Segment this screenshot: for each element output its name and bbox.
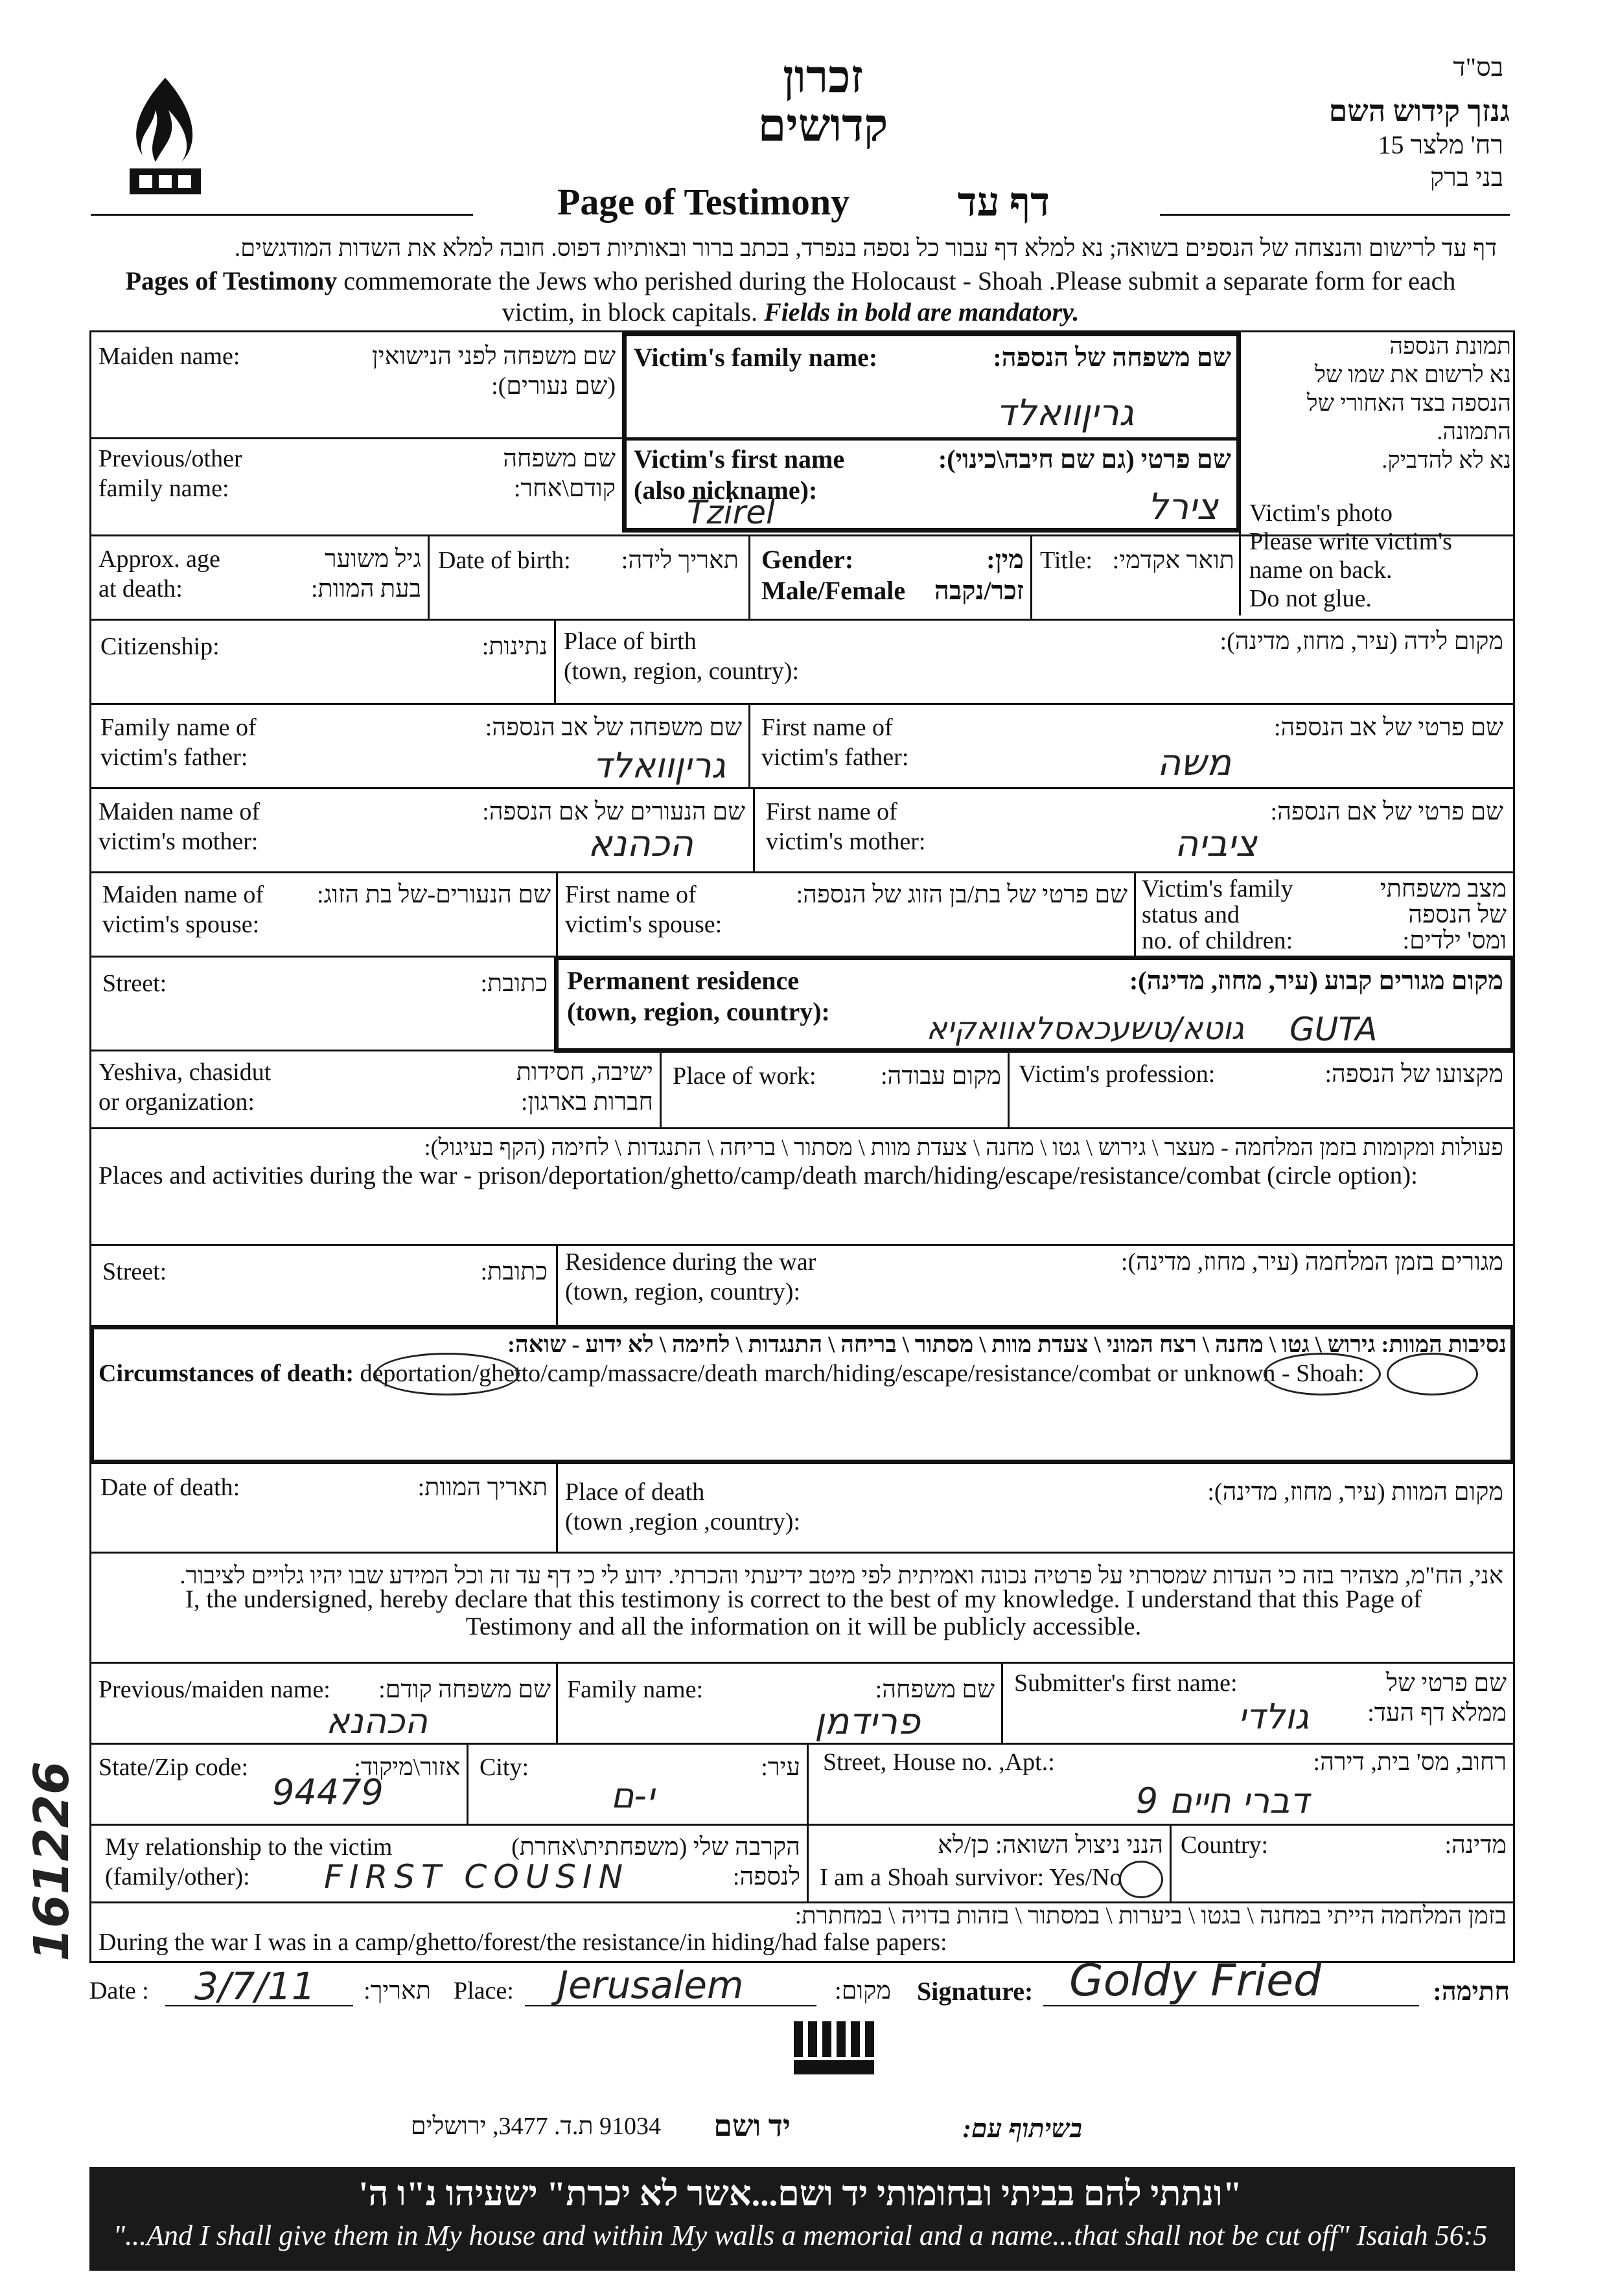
mother-maiden-en-line1: Maiden name of bbox=[98, 798, 260, 825]
page-title-he: דף עד bbox=[957, 181, 1050, 225]
divider-sub-relation bbox=[807, 1824, 809, 1901]
place-underline bbox=[525, 2005, 816, 2006]
date-underline bbox=[165, 2005, 353, 2006]
father-family-en-line2: victim's father: bbox=[100, 744, 248, 771]
victim-family-name-label: Victim's family name: bbox=[634, 343, 878, 372]
shoah-circle bbox=[1387, 1353, 1478, 1395]
prev-family-en-line1: Previous/other bbox=[98, 445, 242, 472]
archive-name: גנזך קידוש השם bbox=[1328, 95, 1510, 128]
during-war-label-he: בזמן המלחמה הייתי במחנה \ בגטו \ ביערות \ במסתור \ בזהות בדויה \ במחתרת: bbox=[794, 1903, 1507, 1929]
places-during-war-label-he: פעולות ומקומות בזמן המלחמה - מעצר \ גירוש \ גטו \ מחנה \ צעדת מוות \ מסתור \ בריחה \ התנגדות \ לחימה (הקף בעיגול): bbox=[424, 1134, 1503, 1160]
maiden-name-he-line2: (שם נעורים): bbox=[491, 373, 616, 400]
declaration-en bbox=[97, 1586, 1510, 1640]
submitter-first-he-line1: שם פרטי של bbox=[1386, 1670, 1507, 1697]
intro-english-mandatory: Fields in bold are mandatory. bbox=[764, 297, 1080, 327]
maiden-name-label: Maiden name: bbox=[98, 343, 240, 370]
survivor-no-circle bbox=[1119, 1861, 1163, 1898]
mother-maiden-name-label bbox=[98, 797, 260, 856]
zip-code-value[interactable]: 94479 bbox=[272, 1772, 384, 1813]
place-of-birth-label bbox=[564, 626, 799, 686]
declaration-en-line1: I, the undersigned, hereby declare that this testimony is correct to the best of my knowledge. I understand that this Page of bbox=[185, 1585, 1422, 1613]
submitter-family-name-label-he: שם משפחה: bbox=[875, 1676, 995, 1703]
header-rule-left bbox=[91, 214, 473, 216]
divider-dob bbox=[748, 534, 750, 619]
war-residence-label bbox=[565, 1247, 816, 1307]
relationship-en-line2: (family/other): bbox=[105, 1863, 250, 1890]
title-label-he: תואר אקדמי: bbox=[1112, 547, 1234, 574]
submitter-street-label-he: רחוב, מס' בית, דירה: bbox=[1313, 1749, 1507, 1776]
partnership-label: בשיתוף עם: bbox=[962, 2114, 1082, 2143]
relationship-value[interactable]: FIRST COUSIN bbox=[324, 1858, 630, 1896]
intro-english-line2: victim, in block capitals. bbox=[502, 297, 765, 327]
divider-row3 bbox=[89, 619, 1515, 621]
mother-maiden-name-label-he: שם הנעורים של אם הנספה: bbox=[482, 798, 745, 825]
circumstances-options: deportation/ghetto/camp/massacre/death march/hiding/escape/resistance/combat or unknown - Shoah: bbox=[354, 1360, 1365, 1387]
father-first-name-label-he: שם פרטי של אב הנספה: bbox=[1273, 714, 1503, 741]
signature-underline bbox=[1043, 2005, 1419, 2006]
war-street-label-he: כתובת: bbox=[480, 1258, 548, 1285]
divider-age bbox=[428, 534, 430, 619]
divider-sub2 bbox=[89, 1824, 1515, 1826]
submitter-first-name-label-he bbox=[1348, 1668, 1507, 1728]
city-value[interactable]: י-ם bbox=[610, 1775, 654, 1816]
divider-sub-family bbox=[1001, 1662, 1003, 1743]
father-first-name-label bbox=[761, 713, 908, 772]
father-family-name-value[interactable]: גריןוואלד bbox=[592, 745, 726, 786]
dob-label: Date of birth: bbox=[438, 547, 571, 574]
bsd-mark: בס"ד bbox=[1453, 52, 1503, 82]
pod-en-line2: (town ,region ,country): bbox=[565, 1508, 801, 1535]
divider-row10 bbox=[89, 1244, 1515, 1246]
father-family-en-line1: Family name of bbox=[100, 714, 257, 741]
survivor-label: I am a Shoah survivor: Yes/No bbox=[820, 1864, 1122, 1891]
first-name-en-line2: (also nickname): bbox=[634, 476, 818, 505]
place-value[interactable]: Jerusalem bbox=[557, 1963, 744, 2007]
victim-first-name-value-en[interactable]: Tzirel bbox=[687, 494, 775, 531]
prev-family-he-line1: שם משפחה bbox=[503, 445, 616, 472]
mother-maiden-name-value[interactable]: הכהנא bbox=[588, 823, 693, 865]
divider-row4 bbox=[89, 703, 1515, 705]
mother-first-name-value[interactable]: ציביה bbox=[1174, 823, 1257, 865]
photo-he-line2: נא לרשום את שמו של bbox=[1315, 362, 1511, 387]
mother-maiden-en-line2: victim's mother: bbox=[98, 828, 259, 855]
during-war-label: During the war I was in a camp/ghetto/forest/the resistance/in hiding/had false papers: bbox=[98, 1929, 947, 1956]
divider-row5 bbox=[89, 787, 1515, 789]
submitter-prev-name-value[interactable]: הכהנא bbox=[326, 1701, 428, 1741]
spouse-first-name-label-he: שם פרטי של בת/בן הזוג של הנספה: bbox=[796, 881, 1127, 908]
divider-yeshiva bbox=[660, 1050, 662, 1127]
family-status-he-line1: מצב משפחתי bbox=[1380, 875, 1507, 902]
family-status-en-line2: status and bbox=[1142, 901, 1240, 928]
relationship-en-line1: My relationship to the victim bbox=[105, 1833, 393, 1861]
spouse-maiden-name-label-he: שם הנעורים-של בת הזוג: bbox=[317, 881, 551, 908]
place-of-birth-label-he: מקום לידה (עיר, מחוז, מדינה): bbox=[1220, 628, 1503, 655]
divider-sub-survivor bbox=[1170, 1824, 1172, 1901]
deportation-circle bbox=[375, 1353, 520, 1395]
spouse-first-name-label bbox=[565, 880, 722, 939]
citizenship-label: Citizenship: bbox=[100, 633, 220, 660]
gender-en-line1: Gender: bbox=[761, 545, 854, 574]
spouse-maiden-en-line2: victim's spouse: bbox=[102, 911, 260, 938]
zip-code-label: State/Zip code: bbox=[98, 1754, 249, 1781]
perm-res-en-line2: (town, region, country): bbox=[567, 997, 830, 1026]
yeshiva-he-line2: חברות בארגון: bbox=[520, 1088, 653, 1116]
submitter-prev-name-label-he: שם משפחה קודם: bbox=[378, 1676, 551, 1703]
country-label-he: מדינה: bbox=[1444, 1831, 1507, 1859]
circumstances-label-he: נסיבות המוות: גירוש \ גטו \ מחנה \ רצח המוני \ צעדת מוות \ מסתור \ בריחה \ התנגדות \ לחימה \ לא ידוע - שואה: bbox=[507, 1331, 1507, 1357]
photo-he-line3: הנספה בצד האחורי של bbox=[1306, 390, 1511, 416]
city-label: City: bbox=[480, 1754, 529, 1781]
spouse-maiden-en-line1: Maiden name of bbox=[102, 881, 264, 908]
maiden-name-label-he bbox=[363, 341, 616, 401]
photo-en-line4: Do not glue. bbox=[1249, 585, 1372, 612]
photo-en-line3: name on back. bbox=[1249, 557, 1393, 584]
permanent-residence-label-he: מקום מגורים קבוע (עיר, מחוז, מדינה): bbox=[1129, 966, 1503, 995]
intro-english-line1: commemorate the Jews who perished during the Holocaust - Shoah .Please submit a separate form for each bbox=[337, 266, 1456, 295]
victim-family-name-label-he: שם משפחה של הנספה: bbox=[993, 343, 1231, 372]
kedoshim-heading: קדושים bbox=[757, 101, 888, 151]
date-label: Date : bbox=[89, 1977, 149, 2004]
age-en-line2: at death: bbox=[98, 575, 183, 603]
dob-label-he: תאריך לידה: bbox=[621, 547, 739, 574]
profession-label-he: מקצועו של הנספה: bbox=[1324, 1061, 1503, 1088]
divider-row6 bbox=[89, 871, 1515, 873]
place-of-death-label bbox=[565, 1477, 800, 1537]
yeshiva-en-line2: or organization: bbox=[98, 1088, 255, 1116]
father-first-en-line2: victim's father: bbox=[761, 744, 909, 771]
mother-first-en-line1: First name of bbox=[766, 798, 897, 825]
country-label: Country: bbox=[1181, 1831, 1269, 1859]
citizenship-label-he: נתינות: bbox=[481, 633, 548, 660]
age-he-line2: בעת המוות: bbox=[310, 575, 421, 603]
permanent-residence-value-en[interactable]: GUTA bbox=[1289, 1011, 1378, 1048]
divider-sub-prevname bbox=[556, 1662, 558, 1743]
photo-instructions-he bbox=[1244, 332, 1511, 474]
declaration-en-line2: Testimony and all the information on it will be publicly accessible. bbox=[465, 1613, 1142, 1640]
gender-en-line2: Male/Female bbox=[761, 576, 906, 605]
pob-en-line2: (town, region, country): bbox=[564, 658, 800, 685]
prev-family-he-line2: קודם\אחר: bbox=[513, 475, 616, 502]
divider-gender bbox=[1030, 534, 1032, 619]
spouse-first-en-line1: First name of bbox=[565, 881, 697, 908]
signature-label: Signature: bbox=[917, 1977, 1034, 2006]
divider-work bbox=[1008, 1050, 1010, 1127]
submitter-family-name-value[interactable]: פרידמן bbox=[815, 1701, 920, 1743]
mother-first-en-line2: victim's mother: bbox=[766, 828, 926, 855]
mother-first-name-label-he: שם פרטי של אם הנספה: bbox=[1270, 798, 1503, 825]
street-label: Street: bbox=[102, 970, 167, 997]
street-label-he: כתובת: bbox=[480, 970, 548, 997]
submitter-first-name-value[interactable]: גולדי bbox=[1238, 1696, 1309, 1737]
submitter-street-label: Street, House no. ,Apt.: bbox=[823, 1749, 1055, 1776]
declaration-he: אני, הח"מ, מצהיר בזה כי העדות שמסרתי על פרטיה נכונה ואמיתית לפי מיטב ידיעתי והכרתי. ידוע לי כי דף עד זה וכל המידע שבו יהיו גלויים לציבור. bbox=[179, 1563, 1503, 1589]
family-status-label-he bbox=[1361, 876, 1507, 954]
header-rule-right bbox=[1160, 214, 1510, 216]
war-residence-label-he: מגורים בזמן המלחמה (עיר, מחוז, מדינה): bbox=[1120, 1248, 1503, 1276]
divider-sub1 bbox=[89, 1743, 1515, 1745]
gender-label bbox=[761, 544, 905, 606]
pob-en-line1: Place of birth bbox=[564, 628, 697, 655]
intro-english bbox=[78, 266, 1503, 328]
intro-hebrew: דף עד לרישום והנצחה של הנספים בשואה; נא למלא דף עבור כל נספה בנפרד, בכתב ברור ובאותיות דפוס. חובה למלא את השדות המודגשים. bbox=[234, 235, 1497, 262]
war-street-label: Street: bbox=[102, 1258, 167, 1285]
divider-war-street bbox=[556, 1244, 558, 1325]
date-of-death-label-he: תאריך המוות: bbox=[417, 1474, 548, 1501]
intro-english-bold: Pages of Testimony bbox=[125, 266, 338, 295]
yad-vashem-name: יד ושם bbox=[713, 2109, 791, 2142]
divider-row9 bbox=[89, 1127, 1515, 1129]
photo-he-line4: התמונה. bbox=[1437, 419, 1511, 444]
relationship-label-he: הקרבה שלי (משפחתית\אחרת) לנספה: bbox=[511, 1833, 800, 1890]
permanent-residence-label bbox=[567, 965, 830, 1027]
date-of-death-label: Date of death: bbox=[100, 1474, 240, 1501]
age-label bbox=[98, 544, 220, 604]
perm-res-en-line1: Permanent residence bbox=[567, 966, 800, 995]
father-first-name-value[interactable]: משה bbox=[1157, 742, 1231, 784]
yeshiva-label bbox=[98, 1057, 271, 1117]
photo-en-line1: Victim's photo bbox=[1249, 499, 1393, 527]
divider-spouse bbox=[556, 871, 558, 956]
circumstances-label-bold: Circumstances of death: bbox=[98, 1360, 354, 1387]
divider-row13 bbox=[89, 1552, 1515, 1554]
prev-family-en-line2: family name: bbox=[98, 475, 229, 502]
date-value[interactable]: 3/7/11 bbox=[194, 1964, 316, 2008]
first-name-en-line1: Victim's first name bbox=[634, 444, 845, 474]
father-family-name-label-he: שם משפחה של אב הנספה: bbox=[485, 714, 742, 741]
victim-family-name-value[interactable]: גריןוואלד bbox=[996, 392, 1134, 434]
family-status-en-line1: Victim's family bbox=[1142, 875, 1293, 902]
age-label-he bbox=[272, 544, 421, 604]
divider-father bbox=[748, 703, 750, 787]
divider-family-status bbox=[1134, 871, 1136, 956]
unknown-circle bbox=[1264, 1353, 1381, 1395]
photo-he-line1: תמונת הנספה bbox=[1389, 333, 1511, 359]
divider-mother bbox=[753, 787, 755, 871]
yeshiva-en-line1: Yeshiva, chasidut bbox=[98, 1059, 272, 1086]
yeshiva-he-line1: ישיבה, חסידות bbox=[516, 1059, 653, 1086]
place-of-work-label-he: מקום עבודה: bbox=[880, 1062, 1001, 1090]
maiden-name-he-line1: שם משפחה לפני הנישואין bbox=[371, 343, 616, 370]
archive-address-street: רח' מלצר 15 bbox=[1378, 130, 1503, 159]
victim-first-name-value-he[interactable]: צירל bbox=[1147, 486, 1218, 528]
signature-value[interactable]: Goldy Fried bbox=[1069, 1955, 1322, 2006]
photo-instructions-en bbox=[1249, 499, 1452, 613]
divider-citizenship bbox=[554, 619, 556, 703]
victim-first-name-label-he: שם פרטי (גם שם חיבה\כינוי): bbox=[938, 444, 1231, 474]
age-en-line1: Approx. age bbox=[98, 545, 220, 573]
profession-label: Victim's profession: bbox=[1019, 1061, 1216, 1088]
father-family-name-label bbox=[100, 713, 257, 772]
family-status-label bbox=[1142, 876, 1293, 954]
submitter-street-value[interactable]: דברי חיים 9 bbox=[1135, 1780, 1309, 1821]
yad-vashem-address: 91034 ת.ד. 3477, ירושלים bbox=[410, 2113, 661, 2140]
divider-dod bbox=[556, 1464, 558, 1552]
places-during-war-label: Places and activities during the war - prison/deportation/ghetto/camp/death march/hiding/escape/resistance/combat (circle option): bbox=[98, 1162, 1418, 1189]
place-of-work-label: Place of work: bbox=[673, 1062, 816, 1090]
gender-he-line1: מין: bbox=[986, 545, 1024, 574]
zip-code-label-he: אזור\מיקוד: bbox=[354, 1754, 460, 1781]
prev-family-name-label bbox=[98, 444, 242, 503]
place-label: Place: bbox=[454, 1977, 514, 2004]
permanent-residence-value-he[interactable]: גוטא/טשעכאסלאוואקיא bbox=[926, 1011, 1244, 1047]
signature-label-he: חתימה: bbox=[1433, 1977, 1510, 2006]
pod-en-line1: Place of death bbox=[565, 1478, 705, 1506]
page-title-en: Page of Testimony bbox=[557, 181, 850, 223]
yeshiva-label-he bbox=[486, 1057, 653, 1117]
victim-name-divider bbox=[622, 437, 1241, 441]
photo-en-line2: Please write victim's bbox=[1249, 528, 1452, 555]
submitter-first-name-label: Submitter's first name: bbox=[1014, 1670, 1238, 1697]
place-of-death-label-he: מקום המוות (עיר, מחוז, מדינה): bbox=[1207, 1478, 1503, 1506]
submitter-family-name-label: Family name: bbox=[567, 1676, 704, 1703]
prev-family-name-label-he bbox=[421, 444, 616, 503]
title-label: Title: bbox=[1040, 547, 1093, 574]
verse-hebrew: "ונתתי להם בביתי ובחומותי יד ושם...אשר לא יכרת" ישעיהו נ"ו ה' bbox=[358, 2174, 1242, 2213]
photo-he-line5: נא לא להדביק. bbox=[1382, 447, 1511, 473]
verse-english: "...And I shall give them in My house and within My walls a memorial and a name...that shall not be cut off" Isaiah 56:5 bbox=[113, 2220, 1488, 2251]
side-reference-number: 161226 bbox=[24, 1761, 80, 1962]
father-first-en-line1: First name of bbox=[761, 714, 893, 741]
family-status-he-line2: של הנספה bbox=[1408, 901, 1507, 928]
city-label-he: עיר: bbox=[761, 1754, 800, 1781]
divider-sub-zip bbox=[467, 1743, 468, 1824]
date-label-he: תאריך: bbox=[364, 1977, 431, 2004]
submitter-prev-name-label: Previous/maiden name: bbox=[98, 1676, 330, 1703]
war-res-en-line2: (town, region, country): bbox=[565, 1278, 801, 1305]
flame-logo-icon bbox=[117, 71, 214, 201]
circumstances-label bbox=[98, 1359, 1365, 1388]
divider-declaration bbox=[89, 1662, 1515, 1664]
family-status-he-line3: ומס' ילדים: bbox=[1402, 927, 1507, 954]
survivor-label-he: הנני ניצול השואה: כן/לא bbox=[938, 1831, 1163, 1859]
divider-sub-city bbox=[807, 1743, 809, 1824]
submitter-first-he-line2: ממלא דף העד: bbox=[1367, 1699, 1507, 1727]
spouse-maiden-name-label bbox=[102, 880, 264, 939]
age-he-line1: גיל משוער bbox=[324, 545, 421, 573]
zikaron-heading: זכרון bbox=[783, 52, 863, 102]
mother-first-name-label bbox=[766, 797, 925, 856]
war-res-en-line1: Residence during the war bbox=[565, 1248, 816, 1276]
spouse-first-en-line2: victim's spouse: bbox=[565, 911, 723, 938]
gender-label-he bbox=[901, 544, 1024, 606]
gender-he-line2: זכר/נקבה bbox=[934, 576, 1024, 605]
yad-vashem-logo-icon bbox=[787, 2008, 891, 2086]
place-label-he: מקום: bbox=[835, 1977, 891, 2004]
archive-address-city: בני ברק bbox=[1429, 163, 1503, 192]
family-status-en-line3: no. of children: bbox=[1142, 927, 1293, 954]
